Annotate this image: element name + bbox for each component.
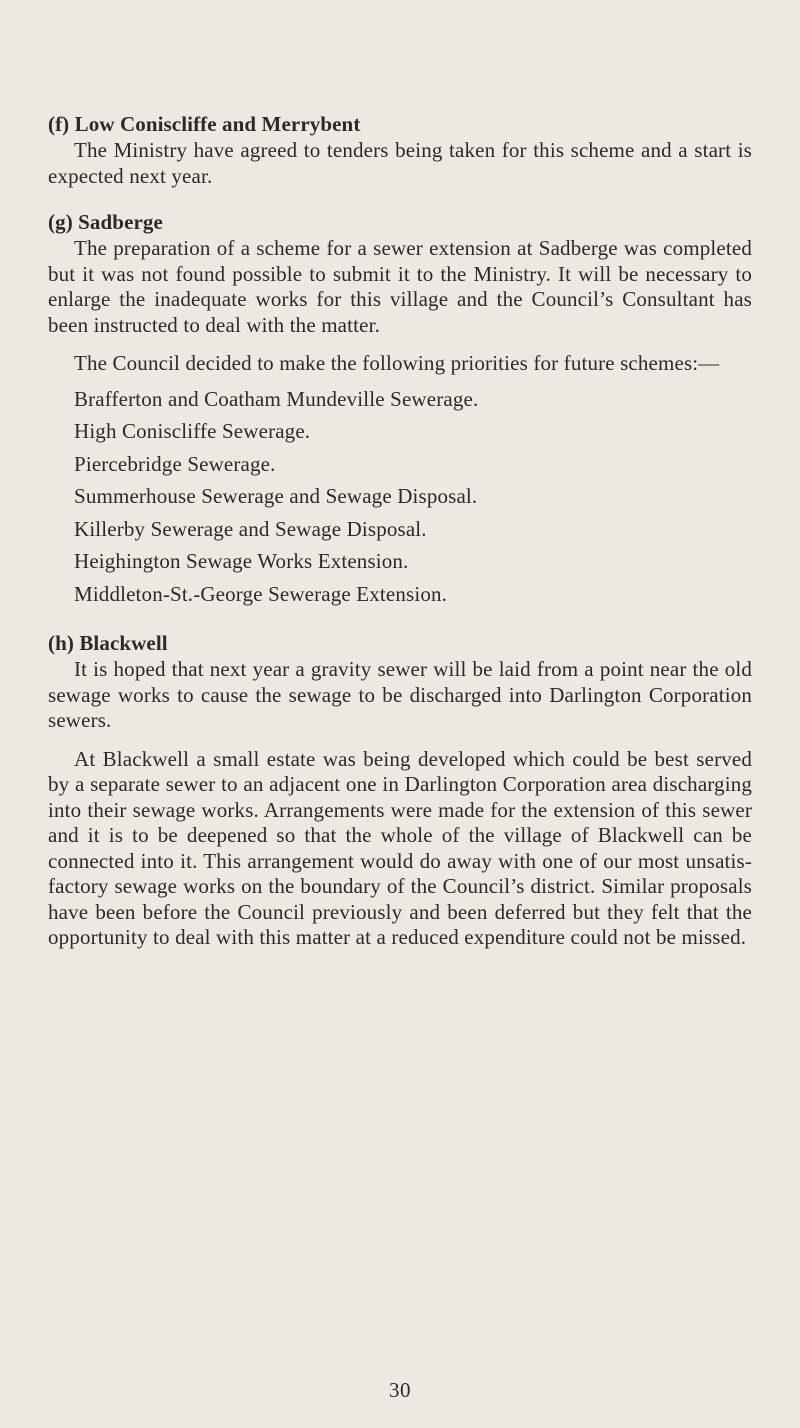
list-item: Heighington Sewage Works Extension.: [74, 549, 409, 573]
priorities-list: [48, 383, 752, 611]
page-number: 30: [389, 1378, 411, 1402]
list-item: Summerhouse Sewerage and Sewage Disposal.: [74, 484, 478, 508]
section-h: [48, 629, 752, 951]
section-g-heading: (g) Sadberge: [48, 210, 163, 234]
section-f-heading: (f) Low Coniscliffe and Merrybent: [48, 112, 361, 136]
section-f: [48, 110, 752, 189]
section-g-paragraph-2: The Council decided to make the following priorities for future schemes:—: [74, 351, 720, 375]
section-h-paragraph-1: It is hoped that next year a gravity sewer will be laid from a point near the old sewage works to cause the sewage to be discharged into Darlington Corporation sewers.: [48, 657, 752, 732]
list-item: Brafferton and Coatham Mundeville Sewerage.: [74, 386, 479, 411]
section-h-heading: (h) Blackwell: [48, 631, 168, 655]
list-item: Piercebridge Sewerage.: [74, 451, 276, 476]
section-h-paragraph-2: At Blackwell a small estate was being developed which could be best served by a separate sewer to an adjacent one in Darlington Corporation area discharging into their sewage works. Arrangements were made for the extension of this sewer and it is to be deepened so that the whole of the village of Blackwell can be connected into it. This arrangement would do away with one of our most unsatis- factory sewage works on the boundary of the Council’s district. Similar proposals have been before the Council previously and been deferred but they felt that the opportunity to deal with this matter at a reduced expenditure could not be missed.: [48, 746, 752, 949]
page-content: [48, 110, 752, 951]
section-f-paragraph: The Ministry have agreed to tenders being taken for this scheme and a start is expected next year.: [48, 138, 752, 188]
section-g-paragraph-1: The preparation of a scheme for a sewer extension at Sadberge was completed but it was not found possible to submit it to the Ministry. It will be necessary to enlarge the inadequate works for this village and the Council’s Consultant has been instructed to deal with the matter.: [48, 236, 752, 337]
list-item: High Coniscliffe Sewerage.: [74, 419, 311, 443]
section-g: [48, 208, 752, 610]
list-item: Middleton-St.-George Sewerage Extension.: [74, 581, 448, 606]
list-item: Killerby Sewerage and Sewage Disposal.: [74, 516, 427, 541]
